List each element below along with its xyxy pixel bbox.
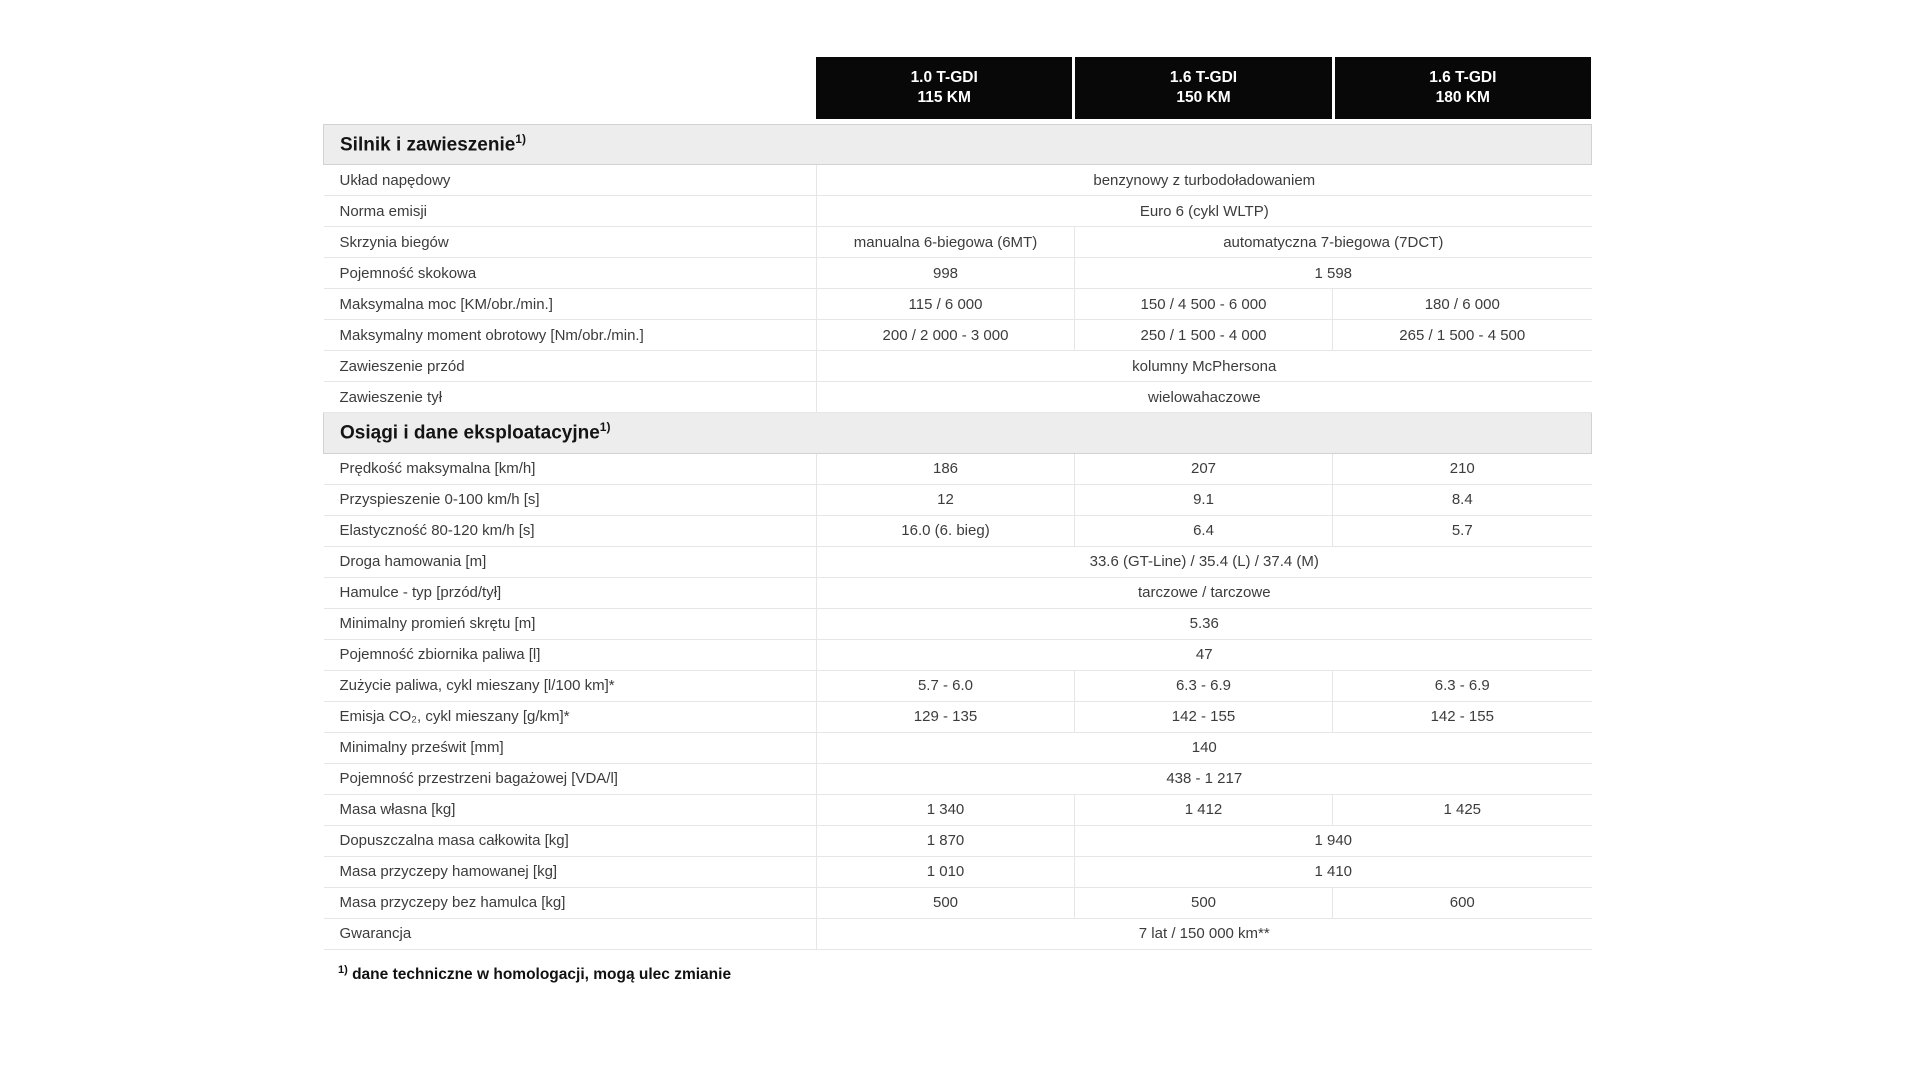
row-value: 5.36 [817,608,1592,639]
table-row [324,453,1592,484]
table-row [324,608,1592,639]
header-spacer [323,57,816,119]
row-value: 1 940 [1075,825,1592,856]
footnote-text: dane techniczne w homologacji, mogą ulec zmianie [352,965,732,983]
table-row [324,320,1592,351]
engine-column-header-1 [816,57,1072,119]
row-value: manualna 6-biegowa (6MT) [817,227,1075,258]
row-value: 265 / 1 500 - 4 500 [1333,320,1592,351]
row-label: Przyspieszenie 0-100 km/h [s] [324,484,817,515]
row-value: 1 425 [1333,794,1592,825]
row-label: Pojemność zbiornika paliwa [l] [324,639,817,670]
section-header-row [324,125,1592,165]
row-value: 438 - 1 217 [817,763,1592,794]
row-value: 12 [817,484,1075,515]
row-value: 8.4 [1333,484,1592,515]
row-value: 5.7 - 6.0 [817,670,1075,701]
table-row [324,484,1592,515]
row-label: Prędkość maksymalna [km/h] [324,453,817,484]
table-row [324,227,1592,258]
row-label: Minimalny prześwit [mm] [324,732,817,763]
table-row [324,382,1592,413]
engine-power: 180 KM [1435,89,1490,106]
engine-header-boxes [816,57,1591,119]
row-value: 140 [817,732,1592,763]
footnote-marker: 1) [338,963,348,976]
row-value: 186 [817,453,1075,484]
row-value: 180 / 6 000 [1333,289,1592,320]
row-value: kolumny McPhersona [817,351,1592,382]
row-label: Masa przyczepy hamowanej [kg] [324,856,817,887]
section-header: Osiągi i dane eksploatacyjne$^{1)}$ [324,413,1592,453]
row-value: 47 [817,639,1592,670]
row-value: 600 [1333,887,1592,918]
row-value: Euro 6 (cykl WLTP) [817,196,1592,227]
row-label: Elastyczność 80-120 km/h [s] [324,515,817,546]
row-value: 142 - 155 [1075,701,1333,732]
row-value: 142 - 155 [1333,701,1592,732]
row-label: Masa przyczepy bez hamulca [kg] [324,887,817,918]
footnote [338,964,1591,984]
row-value: 1 410 [1075,856,1592,887]
engine-column-header-3 [1335,57,1591,119]
section-header: Silnik i zawieszenie$^{1)}$ [324,125,1592,165]
engine-power: 150 KM [1176,89,1231,106]
row-value: 129 - 135 [817,701,1075,732]
row-value: 200 / 2 000 - 3 000 [817,320,1075,351]
section-footnote-marker: 1) [599,420,611,435]
row-value: 1 340 [817,794,1075,825]
row-value: 1 010 [817,856,1075,887]
row-label: Minimalny promień skrętu [m] [324,608,817,639]
row-label: Masa własna [kg] [324,794,817,825]
row-label: Maksymalna moc [KM/obr./min.] [324,289,817,320]
spec-sheet [323,57,1591,984]
engine-model: 1.6 T-GDI [1169,69,1238,86]
row-value: 1 412 [1075,794,1333,825]
table-row [324,577,1592,608]
row-value: 6.4 [1075,515,1333,546]
row-label: Zawieszenie przód [324,351,817,382]
row-value: 998 [817,258,1075,289]
row-value: 207 [1075,453,1333,484]
table-row [324,856,1592,887]
row-value: 500 [1075,887,1333,918]
table-row [324,546,1592,577]
row-value: 210 [1333,453,1592,484]
row-value: 1 598 [1075,258,1592,289]
row-value: wielowahaczowe [817,382,1592,413]
table-row [324,701,1592,732]
row-value: 500 [817,887,1075,918]
row-value: 1 870 [817,825,1075,856]
row-label: Pojemność skokowa [324,258,817,289]
engine-model: 1.0 T-GDI [910,69,978,86]
row-value: 9.1 [1075,484,1333,515]
engine-column-header-2 [1075,57,1331,119]
engine-model: 1.6 T-GDI [1429,69,1497,86]
row-value: 16.0 (6. bieg) [817,515,1075,546]
row-value: benzynowy z turbodoładowaniem [817,165,1592,196]
row-label: Dopuszczalna masa całkowita [kg] [324,825,817,856]
table-row [324,918,1592,949]
engine-header-row [323,57,1591,119]
row-label: Pojemność przestrzeni bagażowej [VDA/l] [324,763,817,794]
section-footnote-marker: 1) [515,132,526,146]
row-label: Maksymalny moment obrotowy [Nm/obr./min.] [324,320,817,351]
table-row [324,887,1592,918]
table-row [324,515,1592,546]
row-label: Norma emisji [324,196,817,227]
row-label: Hamulce - typ [przód/tył] [324,577,817,608]
row-value: 6.3 - 6.9 [1075,670,1333,701]
table-row [324,289,1592,320]
section-header-row [324,413,1592,453]
row-label: Zawieszenie tył [324,382,817,413]
row-label: Gwarancja [324,918,817,949]
row-label: Układ napędowy [324,165,817,196]
row-value: 150 / 4 500 - 6 000 [1075,289,1333,320]
row-value: 5.7 [1333,515,1592,546]
row-value: 115 / 6 000 [817,289,1075,320]
row-label: Emisja CO₂, cykl mieszany [g/km]* [324,701,817,732]
table-row [324,825,1592,856]
row-value: automatyczna 7-biegowa (7DCT) [1075,227,1592,258]
row-label: Droga hamowania [m] [324,546,817,577]
table-row [324,351,1592,382]
table-row [324,732,1592,763]
table-row [324,196,1592,227]
table-row [324,639,1592,670]
row-value: tarczowe / tarczowe [817,577,1592,608]
row-value: 6.3 - 6.9 [1333,670,1592,701]
table-row [324,763,1592,794]
table-row [324,794,1592,825]
table-row [324,258,1592,289]
row-label: Zużycie paliwa, cykl mieszany [l/100 km]* [324,670,817,701]
row-label: Skrzynia biegów [324,227,817,258]
table-row [324,670,1592,701]
engine-power: 115 KM [917,89,971,106]
row-value: 7 lat / 150 000 km** [817,918,1592,949]
row-value: 33.6 (GT-Line) / 35.4 (L) / 37.4 (M) [817,546,1592,577]
spec-table [323,124,1592,950]
row-value: 250 / 1 500 - 4 000 [1075,320,1333,351]
table-row [324,165,1592,196]
